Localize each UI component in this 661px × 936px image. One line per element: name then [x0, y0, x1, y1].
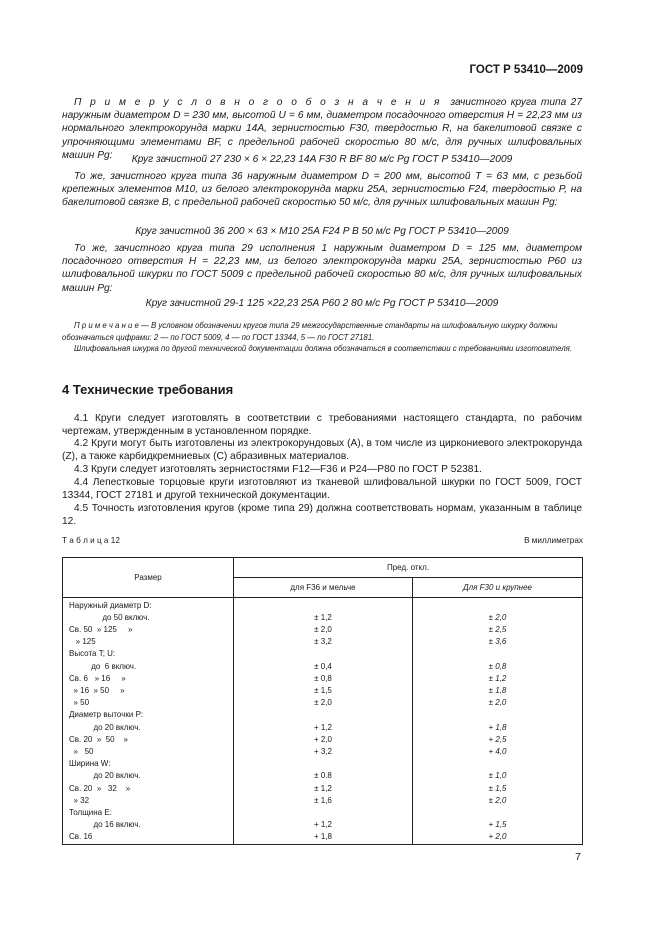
- note-lead: П р и м е ч а н и е: [74, 321, 139, 330]
- fine-grit-deviation: + 1,8: [234, 831, 413, 844]
- row-label: до 50 включ.: [63, 612, 234, 624]
- table-row: [63, 783, 583, 795]
- coarse-grit-deviation: ± 1,5: [413, 783, 583, 795]
- example-paragraph-3: То же, зачистного круга типа 29 исполнения 1 наружным диаметром D = 125 мм, диаметром посадочного отверстия H = 22,23 мм, из белого электрокорунда марки 25А, зернистостью P60 из шлифовальной шкурки по ГОСТ 5009 с предельной рабочей скоростью 80 м/с, для ручных шлифовальных машин Pg:: [62, 243, 582, 294]
- table-row: [63, 600, 583, 612]
- table-row: [63, 673, 583, 685]
- header-size: Размер: [63, 558, 234, 598]
- example-paragraph-2: То же, зачистного круга типа 36 наружным диаметром D = 200 мм, высотой T = 63 мм, с резьбой крепежных элементов М10, из белого электрокорунда марки 25А, зернистостью F24, твердостью P, на бакелитовой связке B, с предельной рабочей скоростью 50 м/с, для ручных шлифовальных машин Pg:: [62, 171, 582, 209]
- coarse-grit-deviation: + 1,5: [413, 819, 583, 831]
- table-row: [63, 636, 583, 648]
- coarse-grit-deviation: + 4,0: [413, 746, 583, 758]
- row-label: до 6 включ.: [63, 661, 234, 673]
- table-caption: Т а б л и ц а 12: [62, 536, 120, 545]
- table-row: [63, 685, 583, 697]
- table-row: [63, 795, 583, 807]
- row-label: до 20 включ.: [63, 722, 234, 734]
- clause-4-3: 4.3 Круги следует изготовлять зернистостями F12—F36 и P24—P80 по ГОСТ Р 52381.: [74, 464, 482, 475]
- fine-grit-deviation: ± 1,5: [234, 685, 413, 697]
- table-row: [63, 746, 583, 758]
- example-lead: П р и м е р у с л о в н о г о о б о з н а ч е н и я: [74, 97, 442, 108]
- table-row: [63, 807, 583, 819]
- table-row: [63, 819, 583, 831]
- fine-grit-deviation: ± 2,0: [234, 697, 413, 709]
- header-coarse-grit: Для F30 и крупнее: [413, 578, 583, 598]
- fine-grit-deviation: ± 3,2: [234, 636, 413, 648]
- fine-grit-deviation: [234, 758, 413, 770]
- fine-grit-deviation: + 1,2: [234, 722, 413, 734]
- header-fine-grit: для F36 и мельче: [234, 578, 413, 598]
- table-row: [63, 648, 583, 660]
- row-label: » 50: [63, 697, 234, 709]
- table-units: В миллиметрах: [524, 536, 583, 545]
- fine-grit-deviation: [234, 648, 413, 660]
- row-label: Св. 20 » 50 »: [63, 734, 234, 746]
- coarse-grit-deviation: + 2,5: [413, 734, 583, 746]
- clause-4-1: 4.1 Круги следует изготовлять в соответствии с требованиями настоящего стандарта, по рабочим чертежам, утвержденным в установленном порядке.: [62, 413, 582, 438]
- coarse-grit-deviation: + 2,0: [413, 831, 583, 844]
- designation-formula-2: Круг зачистной 36 200 × 63 × М10 25A F24 P B 50 м/с Pg ГОСТ Р 53410—2009: [135, 226, 509, 237]
- row-label: » 16 » 50 »: [63, 685, 234, 697]
- note-paragraph: [62, 320, 582, 343]
- row-label: Высота T; U:: [63, 648, 234, 660]
- coarse-grit-deviation: ± 2,0: [413, 795, 583, 807]
- row-label: » 32: [63, 795, 234, 807]
- document-header: ГОСТ Р 53410—2009: [469, 64, 583, 76]
- row-label: до 20 включ.: [63, 770, 234, 782]
- row-label: до 16 включ.: [63, 819, 234, 831]
- row-label: » 50: [63, 746, 234, 758]
- clause-4-5: 4.5 Точность изготовления кругов (кроме типа 29) должна соответствовать нормам, указанным в таблице 12.: [62, 503, 582, 528]
- fine-grit-deviation: ± 1,6: [234, 795, 413, 807]
- fine-grit-deviation: ± 1,2: [234, 783, 413, 795]
- coarse-grit-deviation: ± 2,0: [413, 612, 583, 624]
- table-row: [63, 709, 583, 721]
- row-label: Наружный диаметр D:: [63, 600, 234, 612]
- fine-grit-deviation: [234, 807, 413, 819]
- coarse-grit-deviation: ± 1,0: [413, 770, 583, 782]
- coarse-grit-deviation: [413, 648, 583, 660]
- table-row: [63, 697, 583, 709]
- table-row: [63, 770, 583, 782]
- page-number: 7: [575, 851, 581, 863]
- clause-4-2: 4.2 Круги могут быть изготовлены из электрокорундовых (А), в том числе из циркониевого электрокорунда (Z), а также карбидкремниевых (С) абразивных материалов.: [62, 438, 582, 463]
- coarse-grit-deviation: ± 3,6: [413, 636, 583, 648]
- row-label: Св. 20 » 32 »: [63, 783, 234, 795]
- section-title: 4 Технические требования: [62, 382, 234, 397]
- note-text-1: — В условном обозначении кругов типа 29 межгосударственные стандарты на шлифовальную шкурку должны обозначаться цифрами: 2 — по ГОСТ 5009, 4 — по ГОСТ 13344, 5 — по ГОСТ 27181.: [62, 321, 558, 342]
- row-label: Диаметр выточки P:: [63, 709, 234, 721]
- fine-grit-deviation: ± 2,0: [234, 624, 413, 636]
- coarse-grit-deviation: ± 1,8: [413, 685, 583, 697]
- fine-grit-deviation: [234, 709, 413, 721]
- coarse-grit-deviation: [413, 758, 583, 770]
- row-label: Толщина E:: [63, 807, 234, 819]
- table-row: [63, 612, 583, 624]
- table-row: [63, 831, 583, 844]
- coarse-grit-deviation: [413, 709, 583, 721]
- coarse-grit-deviation: ± 2,5: [413, 624, 583, 636]
- table-row: [63, 661, 583, 673]
- fine-grit-deviation: ± 0,4: [234, 661, 413, 673]
- table-row: [63, 722, 583, 734]
- row-label: Ширина W:: [63, 758, 234, 770]
- fine-grit-deviation: ± 0.8: [234, 770, 413, 782]
- fine-grit-deviation: ± 1,2: [234, 612, 413, 624]
- coarse-grit-deviation: [413, 600, 583, 612]
- fine-grit-deviation: + 1,2: [234, 819, 413, 831]
- row-label: Св. 6 » 16 »: [63, 673, 234, 685]
- table-row: [63, 624, 583, 636]
- table-row: [63, 734, 583, 746]
- clause-4-4: 4.4 Лепестковые торцовые круги изготовляют из тканевой шлифовальной шкурки по ГОСТ 5009, ГОСТ 13344, ГОСТ 27181 и другой технической документации.: [62, 477, 582, 502]
- fine-grit-deviation: [234, 600, 413, 612]
- fine-grit-deviation: + 3,2: [234, 746, 413, 758]
- note-paragraph-2: Шлифовальная шкурка по другой технической документации должна обозначаться в соответствии с требованиями изготовителя.: [74, 344, 572, 353]
- header-deviation: Пред. откл.: [234, 558, 583, 578]
- row-label: Св. 16: [63, 831, 234, 844]
- coarse-grit-deviation: + 1,8: [413, 722, 583, 734]
- example-text-1: зачистного круга типа 27 наружным диаметром D = 230 мм, высотой U = 6 мм, диаметром посадочного отверстия H = 22,23 мм из нормального электрокорунда марки 14А, зернистостью F30, твердостью R, на бакелитовой связке с упрочняющими элементами BF, с предельной рабочей скоростью 80 м/с, для ручных шлифовальных машин Pg:: [62, 97, 583, 161]
- designation-formula-1: Круг зачистной 27 230 × 6 × 22,23 14A F30 R BF 80 м/с Pg ГОСТ Р 53410—2009: [131, 154, 513, 165]
- table-row: [63, 758, 583, 770]
- table-body: [63, 598, 583, 845]
- coarse-grit-deviation: ± 0,8: [413, 661, 583, 673]
- designation-formula-3: Круг зачистной 29-1 125 ×22,23 25A P60 2 80 м/с Pg ГОСТ Р 53410—2009: [145, 298, 499, 309]
- coarse-grit-deviation: [413, 807, 583, 819]
- tolerance-table: [62, 557, 583, 845]
- row-label: Св. 50 » 125 »: [63, 624, 234, 636]
- coarse-grit-deviation: ± 2,0: [413, 697, 583, 709]
- example-paragraph-1: [62, 96, 582, 162]
- coarse-grit-deviation: ± 1,2: [413, 673, 583, 685]
- fine-grit-deviation: + 2,0: [234, 734, 413, 746]
- fine-grit-deviation: ± 0,8: [234, 673, 413, 685]
- row-label: » 125: [63, 636, 234, 648]
